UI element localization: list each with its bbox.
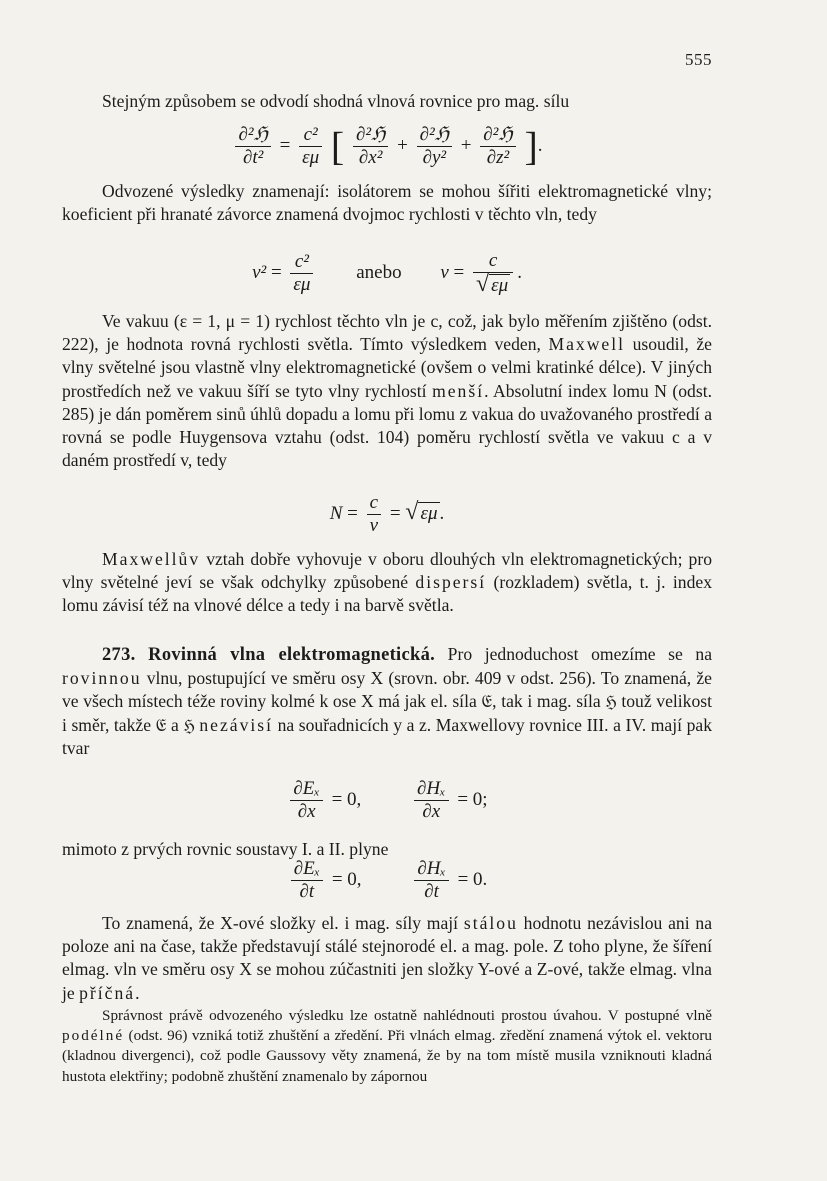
velocity-equation: v² = $\frac{\text{c²}}{\varepsilon\mu}$ anebo v = $\frac{c}{√ \varepsilon\mu}$ . — [252, 250, 522, 297]
section-number: 273. — [102, 645, 136, 665]
index-equation: N = $\frac{c}{v}$ = √ εμ . — [329, 492, 445, 536]
paragraph-intro: Stejným způsobem se odvodí shodná vlnová rovnice pro mag. sílu — [102, 91, 570, 111]
paragraph-maxwell-relation: Maxwellův vztah dobře vyhovuje v oboru dlouhých vln elektromagnetických; pro vlny světelné jeví se však odchylky způsobené dispersí (rozkladem) světla, t. j. index lomu závisí též na vlnové délce a tedy i na barvě světla. — [62, 549, 712, 616]
maxwell-equations-spatial: $\frac{\text{∂Eₓ}}{\partial x}$ = 0, $\frac{\text{∂Hₓ}}{\partial x}$ = 0; — [62, 778, 712, 823]
small-print-note: Správnost právě odvozeného výsledku lze ostatně nahlédnouti prostou úvahou. V postupné vlně podélné (odst. 96) vzniká totiž zhuštění a zředění. Při vlnách elmag. zředění znamená výtok el. vektoru (kladnou divergenci), což podle Gaussovy věty znamená, že by na tom místě musila vzniknouti kladná hustota elektřiny; podobně zhuštění znamenalo by zápornou — [62, 1007, 712, 1085]
paragraph-vacuum: Ve vakuu (ε = 1, μ = 1) rychlost těchto vln je c, což, jak bylo měřením zjištěno (odst. 222), je hodnota rovná rychlosti světla. Tímto výsledkem veden, Maxwell usoudil, že vlny světelné jsou vlastně vlny elektromagnetické (ovšem o velmi kratinké délce). V jiných prostředích než ve vakuu šíří se tyto vlny rychlostí menší. Absolutní index lomu N (odst. 285) je dán poměrem sinů úhlů dopadu a lomu při lomu z vakua do uvažovaného prostředí a rovná se podle Huygensova vztahu (odst. 104) poměru rychlostí světla ve vakuu c a v daném prostředí v, tedy — [62, 311, 712, 471]
paragraph-transverse: To znamená, že X-ové složky el. i mag. síly mají stálou hodnotu nezávislou ani na poloze ani na čase, takže představují stálé stejnorodé el. a mag. pole. Z toho plyne, že šíření elmag. vln ve směru osy X se mohou zúčastniti jen složky Y-ové a Z-ové, takže elmag. vlna je příčná. — [62, 913, 712, 1003]
section-273: 273. Rovinná vlna elektromagnetická. Pro jednoduchost omezíme se na rovinnou vlnu, postupující ve směru osy X (srovn. obr. 409 v odst. 256). To znamená, že ve všech místech téže roviny kolmé k ose X má jak el. síla 𝔈, tak i mag. síla ℌ touž velikost i směr, takže 𝔈 a ℌ nezávisí na souřadnicích y a z. Maxwellovy rovnice III. a IV. mají pak tvar — [62, 644, 713, 758]
paragraph-results: Odvozené výsledky znamenají: isolátorem se mohou šířiti elektromagnetické vlny; koeficient při hranaté závorce znamená dvojmoc rychlosti v těchto vln, tedy — [62, 181, 712, 225]
wave-equation-h: $\frac{\text{∂²ℌ}}{\text{∂t²}}$ = $\frac{\text{c²}}{\varepsilon\mu}$ [ $\frac{\text{∂²ℌ}}{\text{∂x²}}$ + $\frac{\text{∂²ℌ}}{\text{∂y²}}$ + $\frac{\text{∂²ℌ}}{\text{∂z²}}$ ]. — [62, 124, 712, 169]
page-number: 555 — [685, 50, 712, 69]
paragraph-moreover: mimoto z prvých rovnic soustavy I. a II. plyne — [62, 839, 389, 859]
section-title: Rovinná vlna elektromagnetická. — [148, 645, 436, 665]
book-page — [62, 0, 712, 1181]
maxwell-equations-temporal: $\frac{\text{∂Eₓ}}{\partial t}$ = 0, $\frac{\text{∂Hₓ}}{\partial t}$ = 0. — [62, 858, 712, 903]
